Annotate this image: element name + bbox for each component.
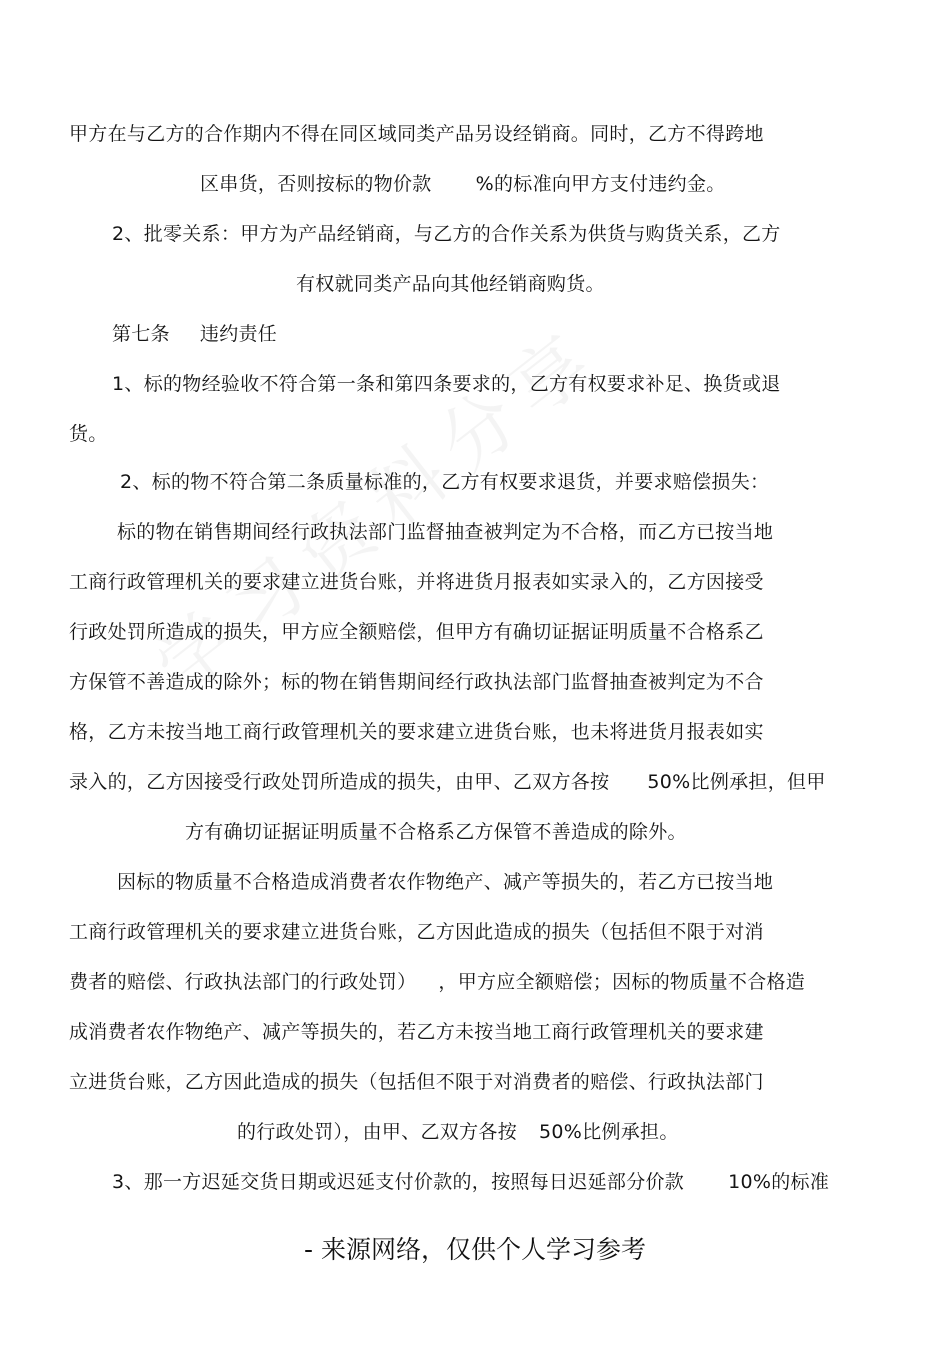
text-line: 有权就同类产品向其他经销商购货。 [296,273,605,295]
text-line: 2、批零关系：甲方为产品经销商，与乙方的合作关系为供货与购货关系，乙方 [112,223,781,245]
text-line: 2、标的物不符合第二条质量标准的，乙方有权要求退货，并要求赔偿损失： [120,471,770,493]
text-span: 费者的赔偿、行政执法部门的行政处罚） [69,971,417,993]
text-span: %的标准向甲方支付违约金。 [475,173,726,195]
text-line: 方有确切证据证明质量不合格系乙方保管不善造成的除外。 [185,821,687,843]
text-line: 立进货台账，乙方因此造成的损失（包括但不限于对消费者的赔偿、行政执法部门 [69,1071,764,1093]
text-span: ，甲方应全额赔偿；因标的物质量不合格造 [438,971,806,993]
text-line: 标的物在销售期间经行政执法部门监督抽查被判定为不合格，而乙方已按当地 [117,521,774,543]
text-line: 1、标的物经验收不符合第一条和第四条要求的，乙方有权要求补足、换货或退 [112,373,781,395]
page-footer: - 来源网络，仅供个人学习参考 [304,1235,646,1264]
text-span: 录入的，乙方因接受行政处罚所造成的损失，由甲、乙双方各按 [69,771,610,793]
text-line: 货。 [69,423,108,445]
text-span: 的行政处罚），由甲、乙双方各按 [237,1121,518,1143]
text-line [237,1119,679,1145]
text-line: 工商行政管理机关的要求建立进货台账，乙方因此造成的损失（包括但不限于对消 [69,921,764,943]
text-line [69,769,826,795]
article-number: 第七条 [112,323,170,345]
text-line: 格，乙方未按当地工商行政管理机关的要求建立进货台账，也未将进货月报表如实 [69,721,764,743]
text-span: 50%比例承担。 [539,1121,679,1143]
text-span: 区串货，否则按标的物价款 [200,173,432,195]
text-span: 10%的标准 [728,1171,830,1193]
text-line: 因标的物质量不合格造成消费者农作物绝产、减产等损失的，若乙方已按当地 [117,871,774,893]
watermark [130,298,621,714]
text-line: 成消费者农作物绝产、减产等损失的，若乙方未按当地工商行政管理机关的要求建 [69,1021,764,1043]
text-line: 行政处罚所造成的损失，甲方应全额赔偿，但甲方有确切证据证明质量不合格系乙 [69,621,764,643]
text-line: 方保管不善造成的除外；标的物在销售期间经行政执法部门监督抽查被判定为不合 [69,671,764,693]
text-line [200,171,726,197]
text-span: 3、那一方迟延交货日期或迟延支付价款的，按照每日迟延部分价款 [112,1171,685,1193]
section-heading [112,321,277,347]
text-line [112,1169,829,1195]
text-span: 50%比例承担，但甲 [647,771,826,793]
article-title: 违约责任 [199,323,278,345]
text-line: 工商行政管理机关的要求建立进货台账，并将进货月报表如实录入的，乙方因接受 [69,571,764,593]
text-line [69,969,805,995]
text-line: 甲方在与乙方的合作期内不得在同区域同类产品另设经销商。同时，乙方不得跨地 [69,123,764,145]
